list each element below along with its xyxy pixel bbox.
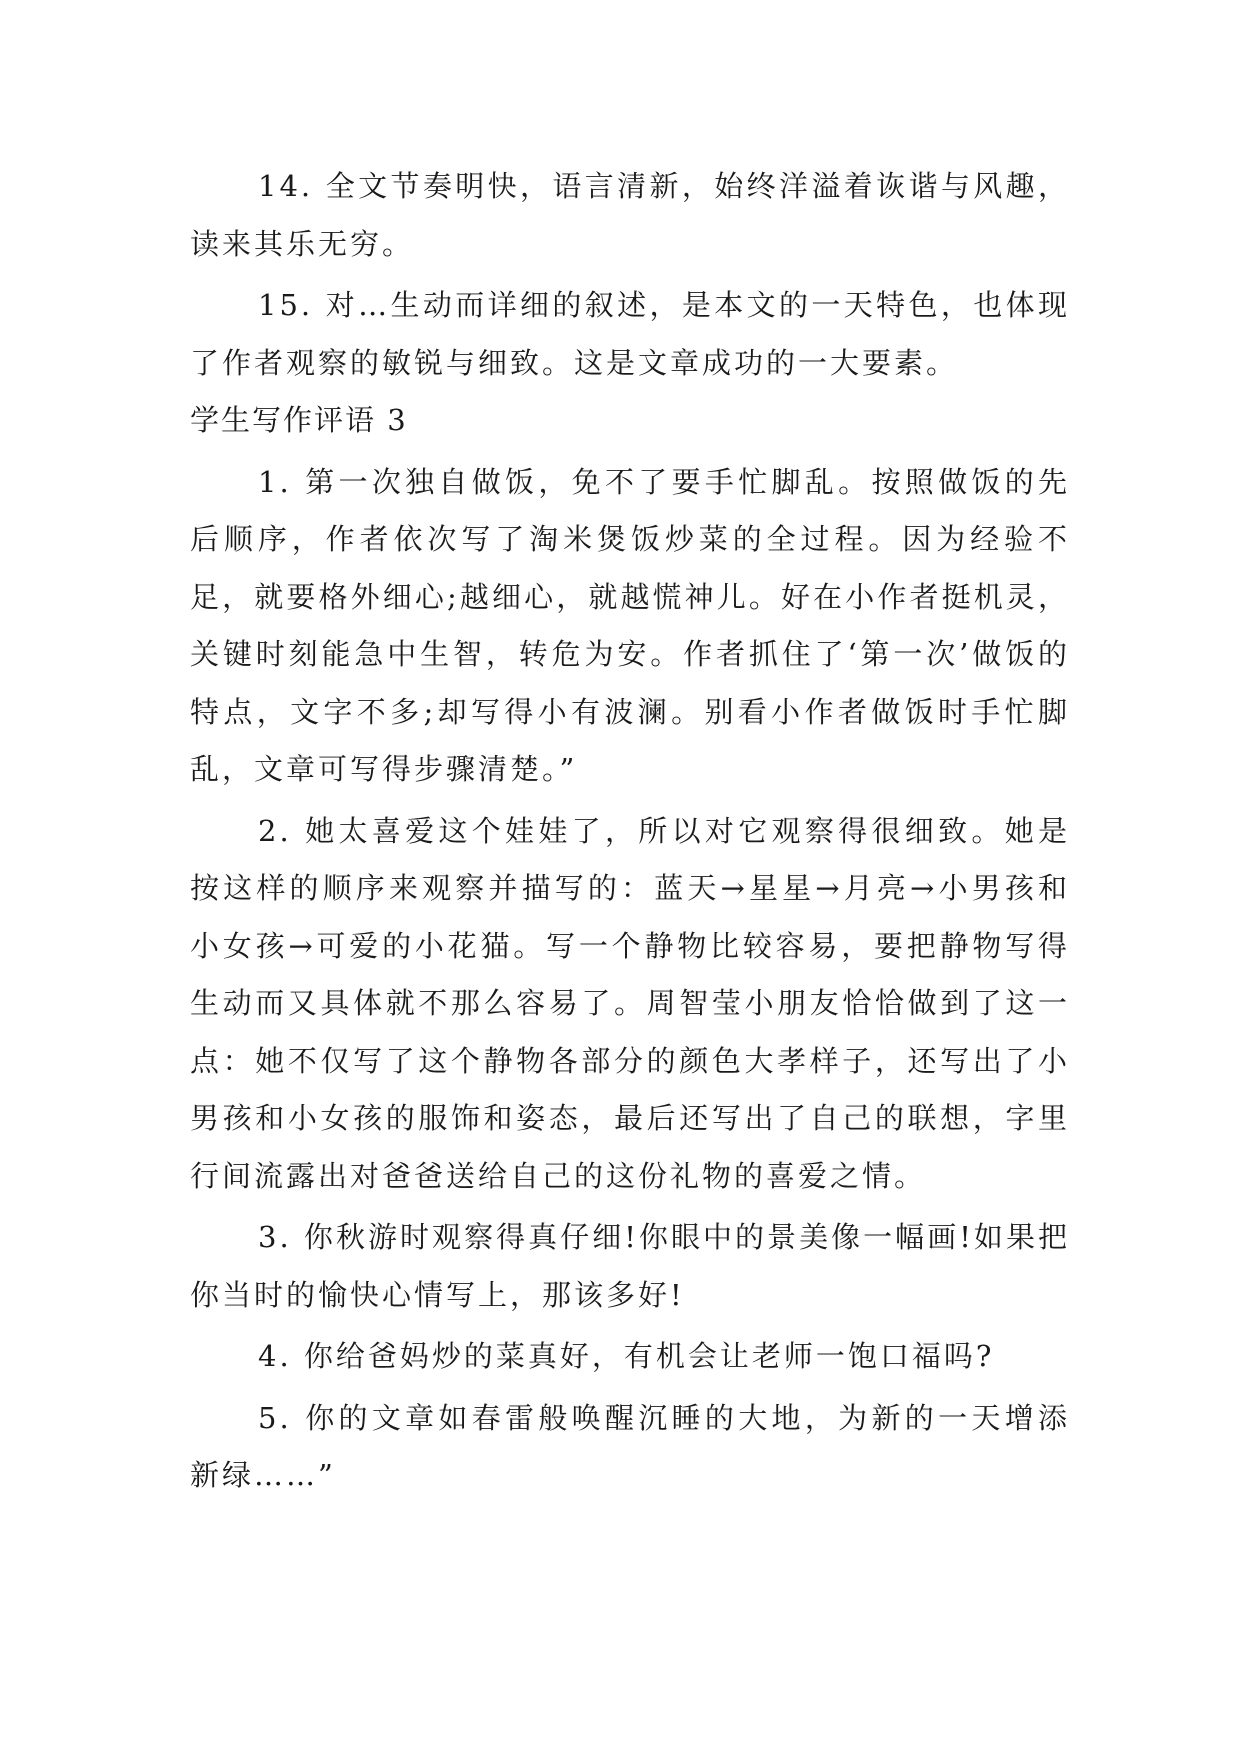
section-heading: 学生写作评语 3 — [190, 403, 408, 437]
comment-item-3: 3. 你秋游时观察得真仔细!你眼中的景美像一幅画!如果把你当时的愉快心情写上，那该多好! — [190, 1220, 1070, 1312]
comment-item-1: 1. 第一次独自做饭，免不了要手忙脚乱。按照做饭的先后顺序，作者依次写了淘米煲饭炒菜的全过程。因为经验不足，就要格外细心;越细心，就越慌神儿。好在小作者挺机灵，关键时刻能急中生智，转危为安。作者抓住了‘第一次’做饭的特点，文字不多;却写得小有波澜。别看小作者做饭时手忙脚乱，文章可写得步骤清楚。” — [190, 464, 1070, 786]
comment-item-15: 15. 对…生动而详细的叙述，是本文的一天特色，也体现了作者观察的敏锐与细致。这是文章成功的一大要素。 — [190, 288, 1070, 380]
comment-item-4: 4. 你给爸妈炒的菜真好，有机会让老师一饱口福吗? — [258, 1339, 995, 1373]
comment-item-2: 2. 她太喜爱这个娃娃了，所以对它观察得很细致。她是按这样的顺序来观察并描写的：蓝天→星星→月亮→小男孩和小女孩→可爱的小花猫。写一个静物比较容易，要把静物写得生动而又具体就不那么容易了。周智莹小朋友恰恰做到了这一点：她不仅写了这个静物各部分的颜色大孝样子，还写出了小男孩和小女孩的服饰和姿态，最后还写出了自己的联想，字里行间流露出对爸爸送给自己的这份礼物的喜爱之情。 — [190, 813, 1070, 1193]
comment-item-14: 14. 全文节奏明快，语言清新，始终洋溢着诙谐与风趣，读来其乐无穷。 — [190, 169, 1070, 261]
comment-item-5: 5. 你的文章如春雷般唤醒沉睡的大地，为新的一天增添新绿……” — [190, 1400, 1070, 1492]
document-body — [190, 158, 1070, 1505]
